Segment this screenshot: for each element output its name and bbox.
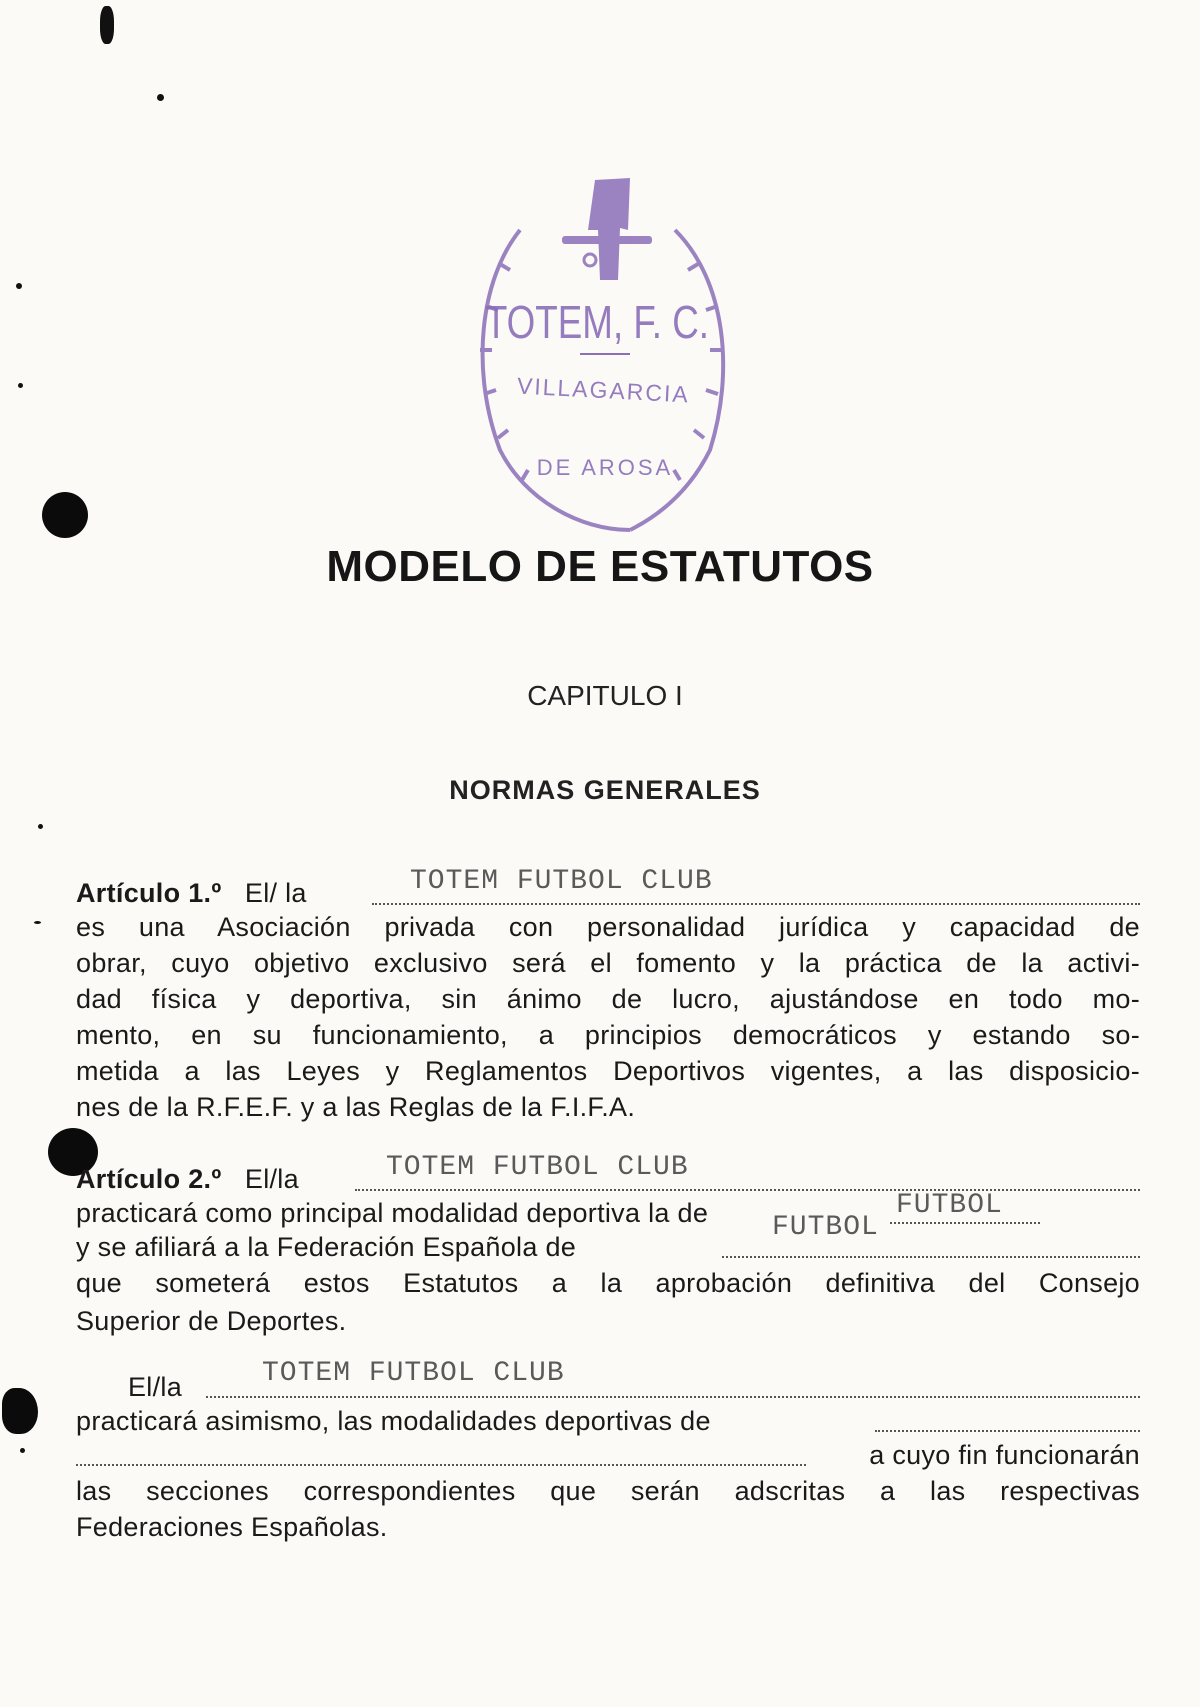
article2-label: Artículo 2.º <box>76 1164 222 1194</box>
article1-prefix: El/ la <box>244 878 307 908</box>
fill-in-line <box>206 1396 1140 1398</box>
ink-speck <box>18 383 23 388</box>
stamp-middle-text: VILLAGARCIA <box>516 372 691 408</box>
article2-line-4: que someterá estos Estatutos a la aprobación definitiva del Consejo <box>76 1268 1140 1298</box>
article1-label: Artículo 1.º <box>76 878 222 908</box>
document-title: MODELO DE ESTATUTOS <box>326 542 874 591</box>
ink-blot <box>2 1388 38 1434</box>
fill-in-line <box>76 1464 806 1466</box>
fill-in-line <box>372 903 1140 905</box>
ink-speck <box>20 1448 25 1453</box>
article2-sport: FUTBOL <box>896 1190 1003 1221</box>
article1-line: mento, en su funcionamiento, a principios democráticos y estando so- <box>76 1020 1140 1050</box>
paragraph3-line-3-end: a cuyo fin funcionarán <box>869 1440 1140 1470</box>
section-heading: NORMAS GENERALES <box>449 775 761 805</box>
ink-speck <box>16 283 22 289</box>
article2-club-name: TOTEM FUTBOL CLUB <box>386 1152 689 1183</box>
fill-in-line <box>890 1222 1040 1224</box>
article1-line: es una Asociación privada con personalidad jurídica y capacidad de <box>76 912 1140 942</box>
paragraph3-prefix: El/la <box>128 1372 183 1402</box>
fill-in-line <box>875 1430 1140 1432</box>
ink-speck <box>38 824 43 829</box>
article2-line-5: Superior de Deportes. <box>76 1306 347 1336</box>
paragraph3-club-name: TOTEM FUTBOL CLUB <box>262 1358 565 1389</box>
article2-federation: FUTBOL <box>772 1212 879 1243</box>
stamp-top-text: TOTEM, F. C. <box>484 295 710 348</box>
article2-prefix: El/la <box>244 1164 299 1194</box>
paragraph3-line-2: practicará asimismo, las modalidades deportivas de <box>76 1406 711 1436</box>
fill-in-line <box>355 1189 1140 1191</box>
article2-line-3: y se afiliará a la Federación Española de <box>76 1232 577 1262</box>
article1-last-line: nes de la R.F.E.F. y a las Reglas de la F.I.F.A. <box>76 1092 636 1122</box>
punch-hole-top <box>42 492 88 538</box>
club-stamp <box>470 170 760 540</box>
article1-line: obrar, cuyo objetivo exclusivo será el fomento y la práctica de la activi- <box>76 948 1140 978</box>
paragraph3-line-5: Federaciones Españolas. <box>76 1512 388 1542</box>
article1-club-name: TOTEM FUTBOL CLUB <box>410 866 713 897</box>
article1-line: metida a las Leyes y Reglamentos Deportivos vigentes, a las disposicio- <box>76 1056 1140 1086</box>
ink-speck <box>34 921 41 924</box>
stamp-bottom-text: DE AROSA <box>536 455 674 480</box>
fill-in-line <box>722 1256 1140 1258</box>
chapter-heading: CAPITULO I <box>527 680 683 711</box>
paragraph3-line-4: las secciones correspondientes que serán adscritas a las respectivas <box>76 1476 1140 1506</box>
ink-speck <box>157 94 164 101</box>
article2-line-2: practicará como principal modalidad deportiva la de <box>76 1198 709 1228</box>
article1-line: dad física y deportiva, sin ánimo de lucro, ajustándose en todo mo- <box>76 984 1140 1014</box>
ink-speck <box>100 6 114 44</box>
